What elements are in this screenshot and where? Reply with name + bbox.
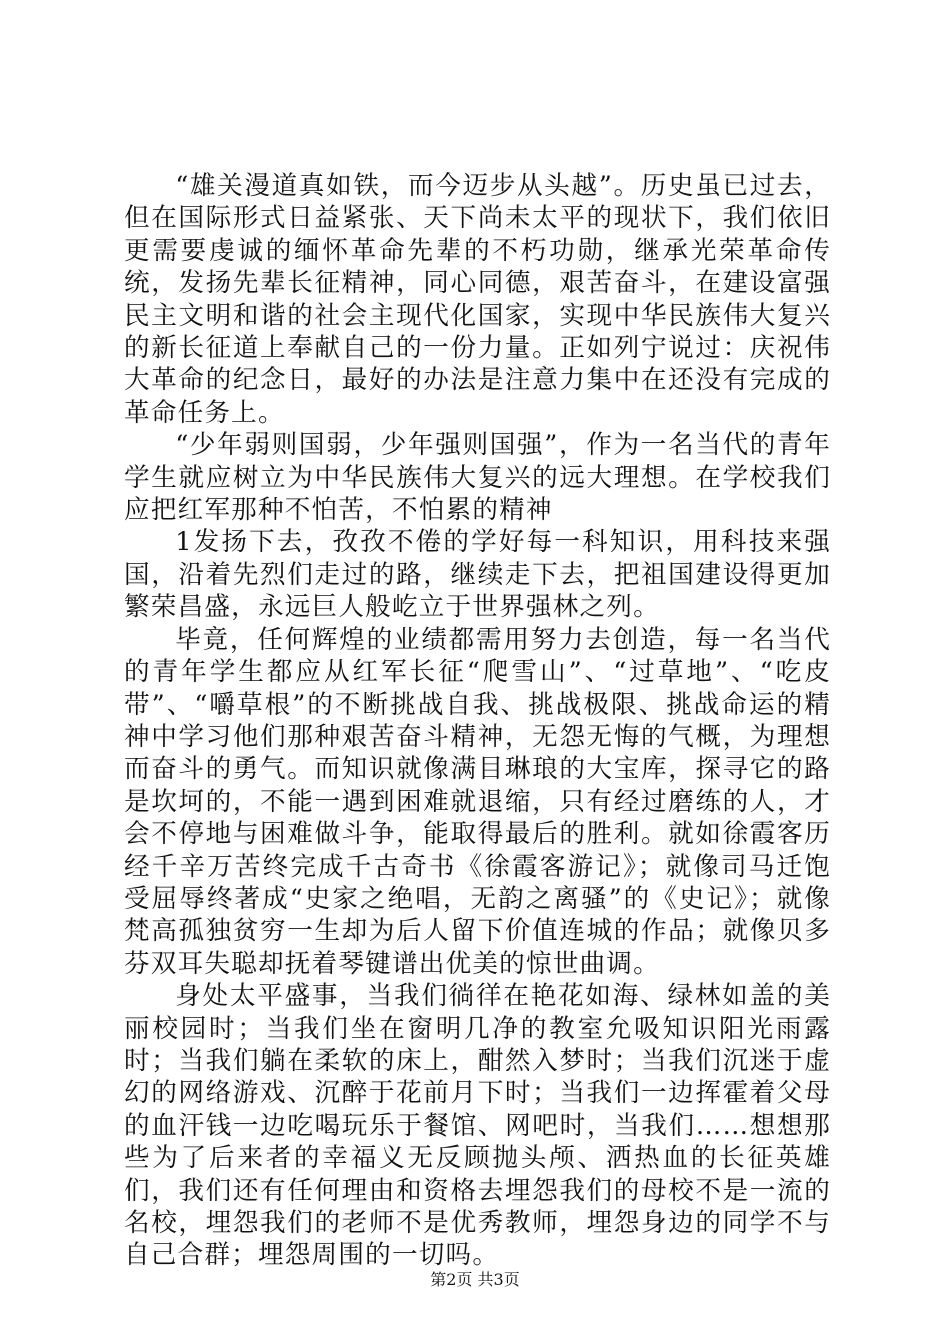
- document-body: [124, 170, 831, 1272]
- paragraph-3: 1发扬下去，孜孜不倦的学好每一科知识，用科技来强国，沿着先烈们走过的路，继续走下去，把祖国建设得更加繁荣昌盛，永远巨人般屹立于世界强林之列。: [124, 527, 831, 623]
- paragraph-2: “少年弱则国弱，少年强则国强”，作为一名当代的青年学生就应树立为中华民族伟大复兴的远大理想。在学校我们应把红军那种不怕苦，不怕累的精神: [124, 430, 831, 526]
- paragraph-4: 毕竟，任何辉煌的业绩都需用努力去创造，每一名当代的青年学生都应从红军长征“爬雪山”、“过草地”、“吃皮带”、“嚼草根”的不断挑战自我、挑战极限、挑战命运的精神中学习他们那种艰苦奋斗精神，无怨无悔的气概，为理想而奋斗的勇气。而知识就像满目琳琅的大宝库，探寻它的路是坎坷的，不能一遇到困难就退缩，只有经过磨练的人，才会不停地与困难做斗争，能取得最后的胜利。就如徐霞客历经千辛万苦终完成千古奇书《徐霞客游记》；就像司马迁饱受屈辱终著成“史家之绝唱，无韵之离骚”的《史记》；就像梵高孤独贫穷一生却为后人留下价值连城的作品；就像贝多芬双耳失聪却抚着琴键谱出优美的惊世曲调。: [124, 624, 831, 979]
- paragraph-1: “雄关漫道真如铁，而今迈步从头越”。历史虽已过去，但在国际形式日益紧张、天下尚未太平的现状下，我们依旧更需要虔诚的缅怀革命先辈的不朽功勋，继承光荣革命传统，发扬先辈长征精神，同心同德，艰苦奋斗，在建设富强民主文明和谐的社会主现代化国家，实现中华民族伟大复兴的新长征道上奉献自己的一份力量。正如列宁说过：庆祝伟大革命的纪念日，最好的办法是注意力集中在还没有完成的革命任务上。: [124, 171, 831, 428]
- page-number-footer: 第2页 共3页: [430, 1270, 520, 1289]
- paragraph-5: 身处太平盛事，当我们徜徉在艳花如海、绿林如盖的美丽校园时；当我们坐在窗明几净的教室允吸知识阳光雨露时；当我们躺在柔软的床上，酣然入梦时；当我们沉迷于虚幻的网络游戏、沉醉于花前月下时；当我们一边挥霍着父母的血汗钱一边吃喝玩乐于餐馆、网吧时，当我们……想想那些为了后来者的幸福义无反顾抛头颅、洒热血的长征英雄们，我们还有任何理由和资格去埋怨我们的母校不是一流的名校，埋怨我们的老师不是优秀教师，埋怨身边的同学不与自己合群；埋怨周围的一切吗。: [124, 981, 831, 1271]
